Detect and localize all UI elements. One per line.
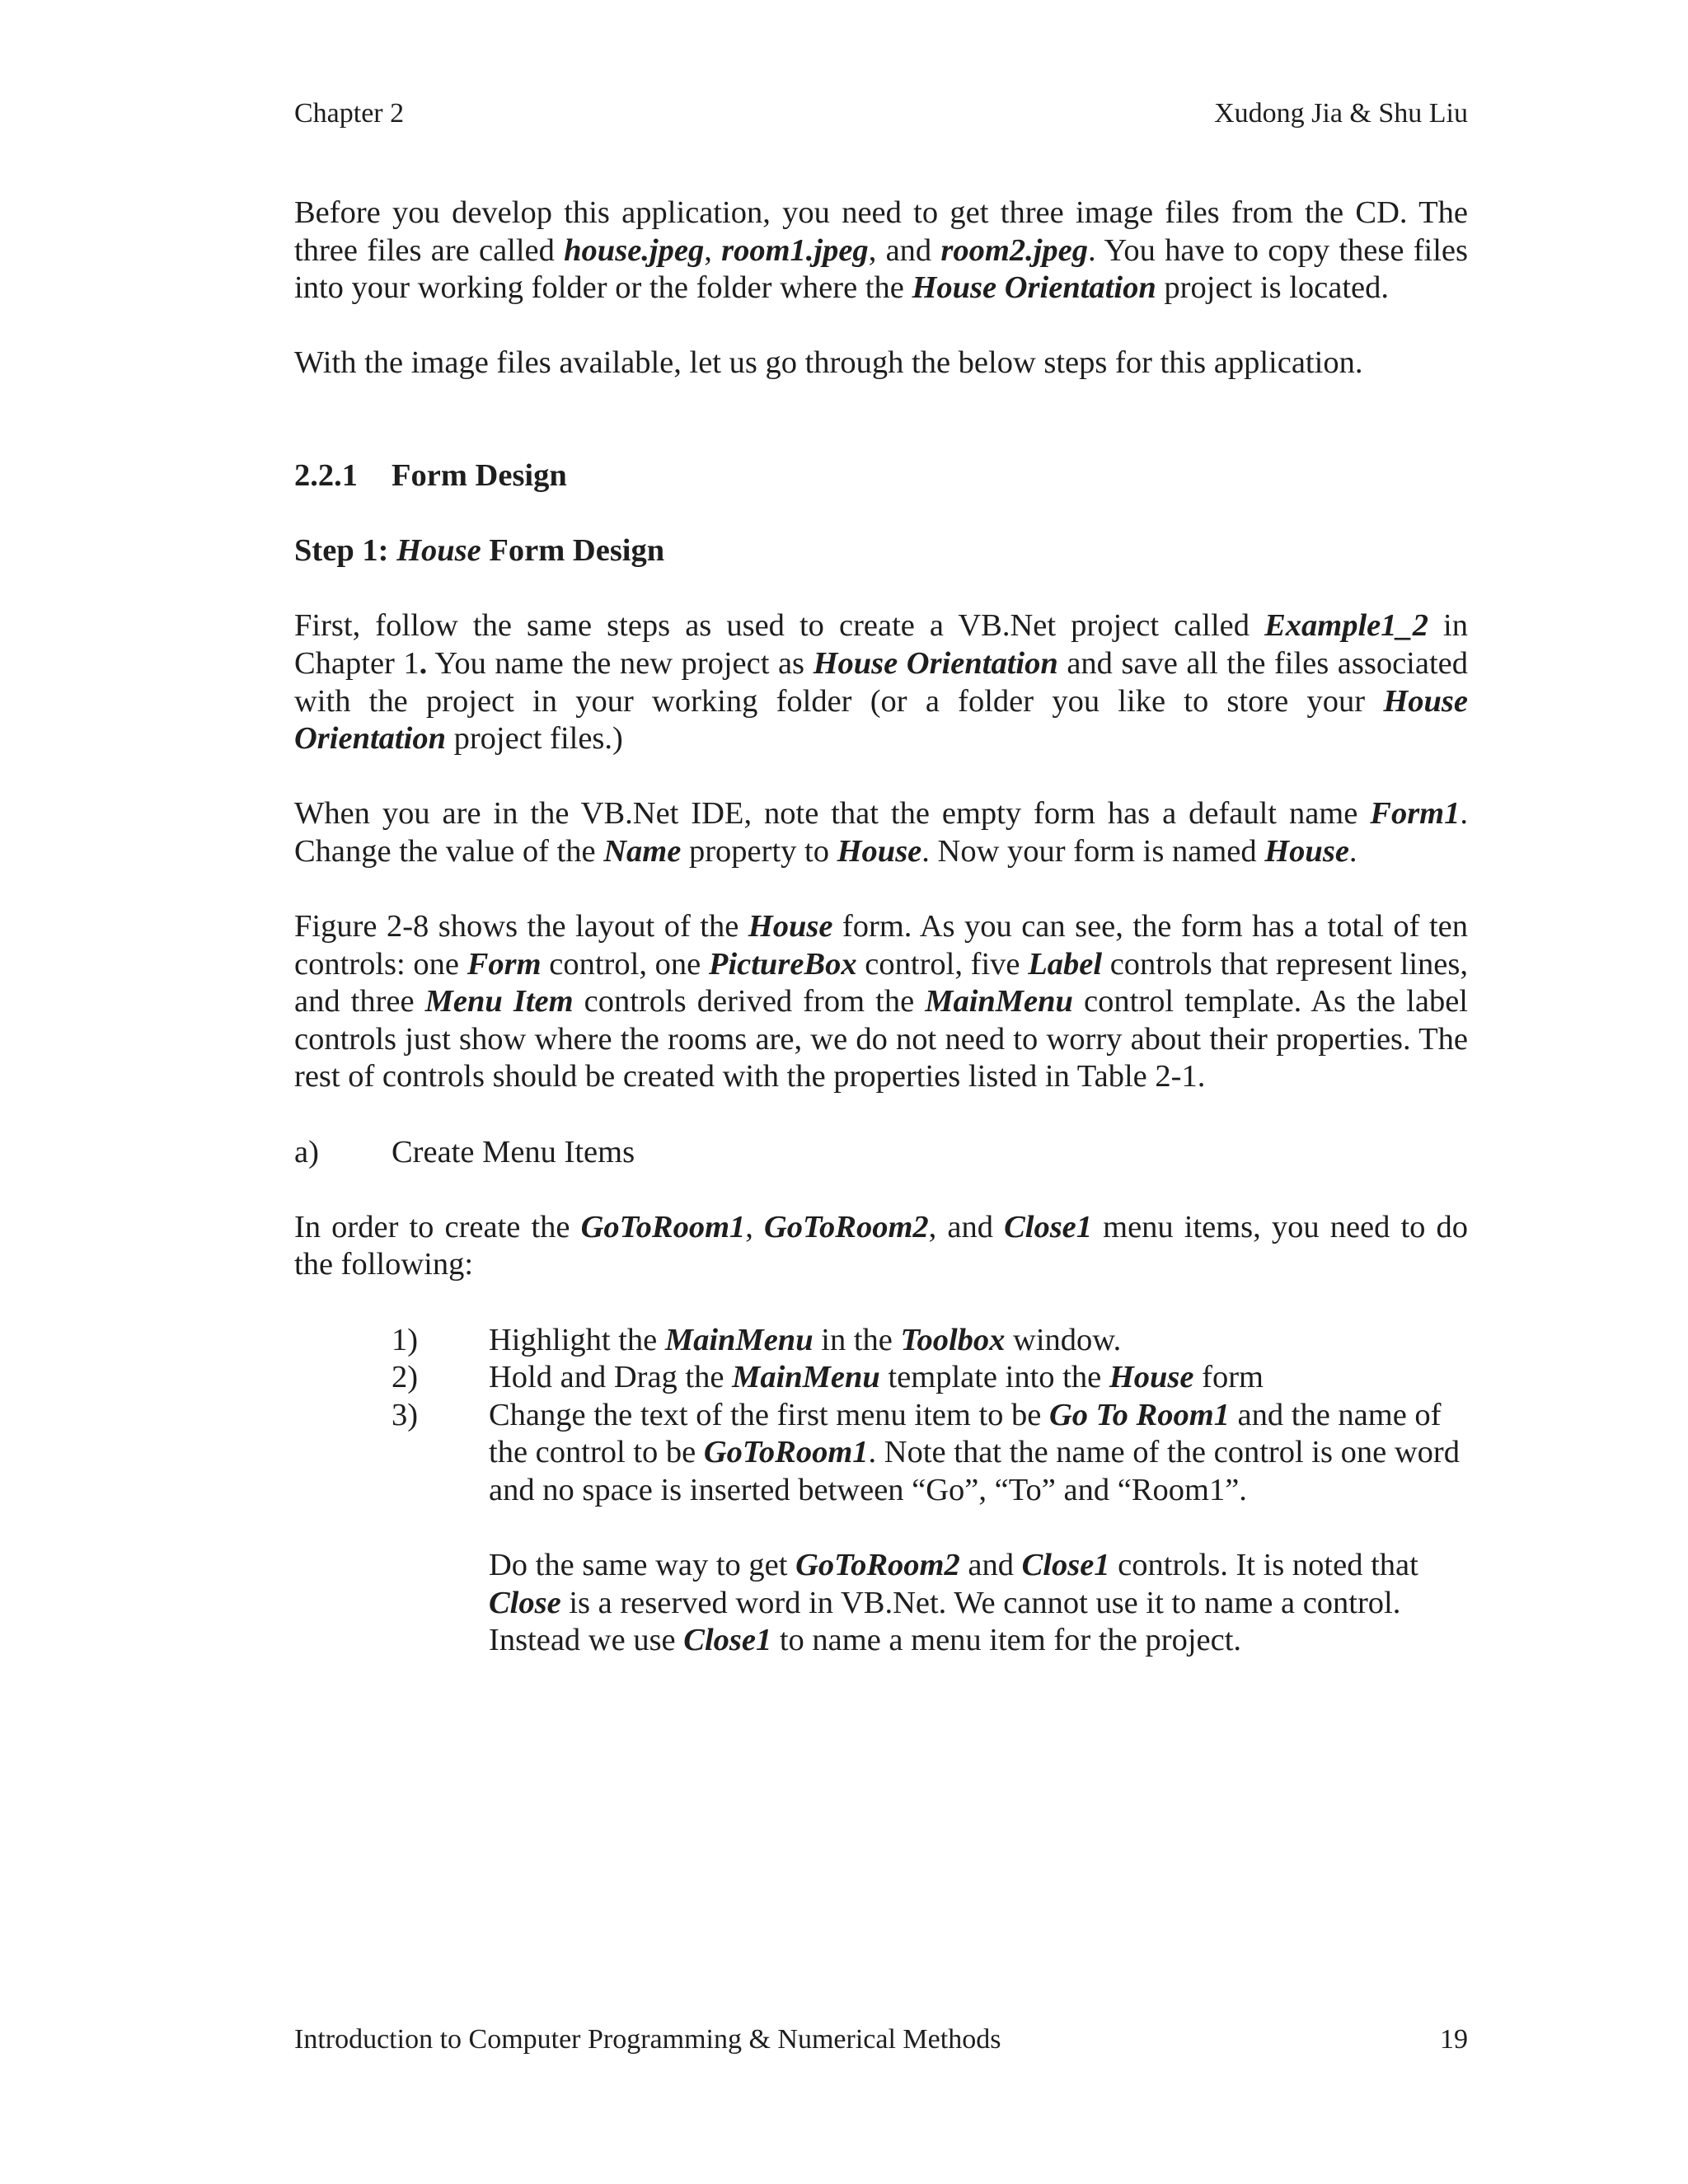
list-item-create-menu-items: a) Create Menu Items bbox=[294, 1134, 635, 1169]
page-header bbox=[294, 97, 1468, 130]
paragraph-form-name: When you are in the VB.Net IDE, note that the empty form has a default name Form1. Change the value of the Name property to House. Now your form is named House. bbox=[294, 796, 1468, 869]
list-item: 1) Highlight the MainMenu in the Toolbox window. bbox=[392, 1322, 1122, 1357]
numbered-steps bbox=[294, 1322, 1468, 1510]
paragraph-create-project: First, follow the same steps as used to create a VB.Net project called Example1_2 in Chapter 1. You name the new project as House Orientation and save all the files associated with the project in your working folder (or a folder you like to store your House Orientation project files.) bbox=[294, 608, 1469, 757]
page-number: 19 bbox=[1440, 2024, 1468, 2055]
paragraph-intro-steps: With the image files available, let us go through the below steps for this application. bbox=[294, 345, 1363, 381]
page-body bbox=[294, 194, 1468, 1660]
list-item: 3) Change the text of the first menu item to be Go To Room1 and the name of the control to be GoToRoom1. Note that the name of the control is one word and no space is inserted between “Go”, “To” and “Room1”. bbox=[392, 1397, 1460, 1507]
header-chapter: Chapter 2 bbox=[294, 98, 405, 129]
paragraph-close-reserved: Do the same way to get GoToRoom2 and Close1 controls. It is noted that Close is a reserved word in VB.Net. We cannot use it to name a control. Instead we use Close1 to name a menu item for the project. bbox=[489, 1548, 1418, 1658]
header-authors: Xudong Jia & Shu Liu bbox=[1214, 98, 1468, 129]
footer-book-title: Introduction to Computer Programming & Numerical Methods bbox=[294, 2024, 1001, 2055]
paragraph-image-files: Before you develop this application, you need to get three image files from the CD. The three files are called house.jpeg, room1.jpeg, and room2.jpeg. You have to copy these files into your working folder or the folder where the House Orientation project is located. bbox=[294, 195, 1469, 306]
paragraph-form-layout: Figure 2-8 shows the layout of the House form. As you can see, the form has a total of ten controls: one Form control, one PictureBox control, five Label controls that represent lines, and three Menu Item controls derived from the MainMenu control template. As the label controls just show where the rooms are, we do not need to worry about their properties. The rest of controls should be created with the properties listed in Table 2-1. bbox=[294, 909, 1468, 1094]
paragraph-menu-items: In order to create the GoToRoom1, GoToRoom2, and Close1 menu items, you need to do the following: bbox=[294, 1209, 1469, 1282]
list-item: 2) Hold and Drag the MainMenu template into the House form bbox=[392, 1360, 1264, 1395]
page-footer bbox=[294, 2023, 1468, 2056]
step-heading: Step 1: House Form Design bbox=[294, 533, 665, 569]
section-heading: 2.2.1 Form Design bbox=[294, 457, 567, 493]
